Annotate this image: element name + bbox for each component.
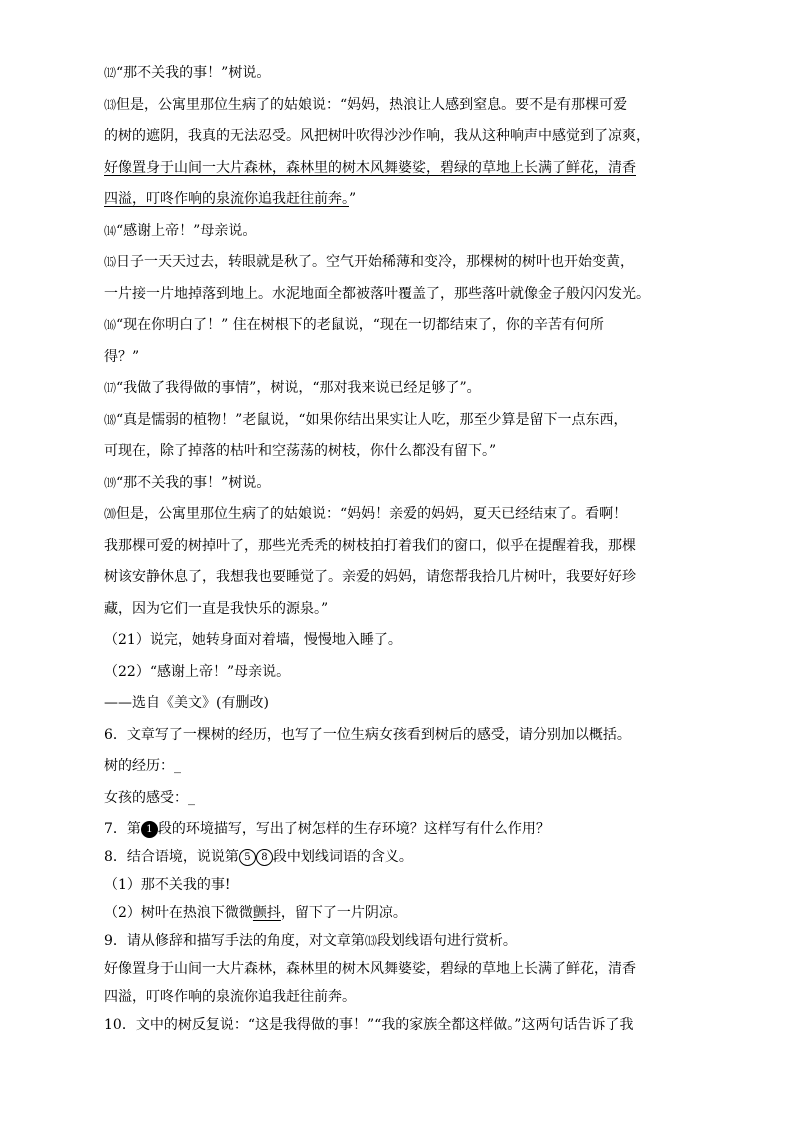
question-8: 8．结合语境，说说第 5 8 段中划线词语的含义。 <box>104 849 413 865</box>
paragraph-20-line-3: 树该安静休息了，我想我也要睡觉了。亲爱的妈妈，请您帮我拾几片树叶，我要好好珍 <box>104 569 636 585</box>
q6-girl-answer: 女孩的感受：_ <box>104 789 195 806</box>
underlined-word: 颤抖 <box>252 905 281 921</box>
paragraph-17: ⒄“我做了我得做的事情”，树说，“那对我来说已经足够了”。 <box>104 380 481 396</box>
question-9: 9．请从修辞和描写手法的角度，对文章第⒀段划线语句进行赏析。 <box>104 933 517 949</box>
circled-number: 1 <box>141 821 158 838</box>
circled-number: 8 <box>256 849 273 866</box>
paragraph-20-line-1: ⒇但是，公寓里那位生病了的姑娘说：“妈妈！亲爱的妈妈，夏天已经结束了。看啊！ <box>104 506 628 522</box>
paragraph-16-line-1: ⒃“现在你明白了！” 住在树根下的老鼠说，“现在一切都结束了，你的辛苦有何所 <box>104 317 604 333</box>
underlined-sentence: 四溢，叮咚作响的泉流你追我赶往前奔。 <box>104 191 349 207</box>
paragraph-16-line-2: 得？” <box>104 348 140 365</box>
paragraph-21: （21）说完，她转身面对着墙，慢慢地入睡了。 <box>104 632 402 648</box>
paragraph-22: （22）“感谢上帝！”母亲说。 <box>104 663 291 680</box>
document-content <box>104 62 664 1042</box>
paragraph-12: ⑿“那不关我的事！”树说。 <box>104 65 271 81</box>
q6-tree-answer: 树的经历：_ <box>104 758 181 774</box>
paragraph-15-line-2: 一片接一片地掉落到地上。水泥地面全都被落叶覆盖了，那些落叶就像金子般闪闪发光。 <box>104 285 650 302</box>
paragraph-20-line-4: 藏，因为它们一直是我快乐的源泉。” <box>104 600 329 617</box>
paragraph-20-line-2: 我那棵可爱的树掉叶了，那些光秃秃的树枝拍打着我们的窗口，似乎在提醒着我，那棵 <box>104 537 636 554</box>
paragraph-15-line-1: ⒂日子一天天过去，转眼就是秋了。空气开始稀薄和变冷，那棵树的树叶也开始变黄， <box>104 254 635 270</box>
paragraph-13-line-4: 四溢，叮咚作响的泉流你追我赶往前奔。” <box>104 191 357 207</box>
question-7: 7．第 1 段的环境描写，写出了树怎样的生存环境？这样写有什么作用？ <box>104 821 550 837</box>
paragraph-13-line-2: 的树的遮阴，我真的无法忍受。风把树叶吹得沙沙作响，我从这种响声中感觉到了凉爽， <box>104 128 650 144</box>
q8-item-1: （1）那不关我的事! <box>104 877 231 893</box>
question-10: 10．文中的树反复说：“这是我得做的事！”“我的家族全都这样做。”这两句话告诉了我 <box>104 1017 634 1033</box>
underlined-sentence: 好像置身于山间一大片森林，森林里的树木风舞婆娑，碧绿的草地上长满了鲜花，清香 <box>104 159 636 176</box>
source-credit: ——选自《美文》(有删改) <box>104 695 269 711</box>
circled-number: 5 <box>239 849 256 866</box>
q8-item-2: （2）树叶在热浪下微微颤抖，留下了一片阴凉。 <box>104 905 407 921</box>
paragraph-13-line-3 <box>104 157 664 179</box>
paragraph-18-line-2: 可现在，除了掉落的枯叶和空荡荡的树枝，你什么都没有留下。” <box>104 443 497 459</box>
q9-quote-line-1: 好像置身于山间一大片森林，森林里的树木风舞婆娑，碧绿的草地上长满了鲜花，清香 <box>104 961 636 977</box>
paragraph-18-line-1: ⒅“真是懦弱的植物！”老鼠说，“如果你结出果实让人吃，那至少算是留下一点东西， <box>104 411 628 428</box>
question-6: 6．文章写了一棵树的经历，也写了一位生病女孩看到树后的感受，请分别加以概括。 <box>104 726 631 743</box>
paragraph-13-line-1: ⒀但是，公寓里那位生病了的姑娘说：“妈妈，热浪让人感到窒息。要不是有那棵可爱 <box>104 96 628 113</box>
paragraph-14: ⒁“感谢上帝！”母亲说。 <box>104 222 257 239</box>
paragraph-19: ⒆“那不关我的事！”树说。 <box>104 474 271 491</box>
q9-quote-line-2: 四溢，叮咚作响的泉流你追我赶往前奔。 <box>104 989 356 1005</box>
